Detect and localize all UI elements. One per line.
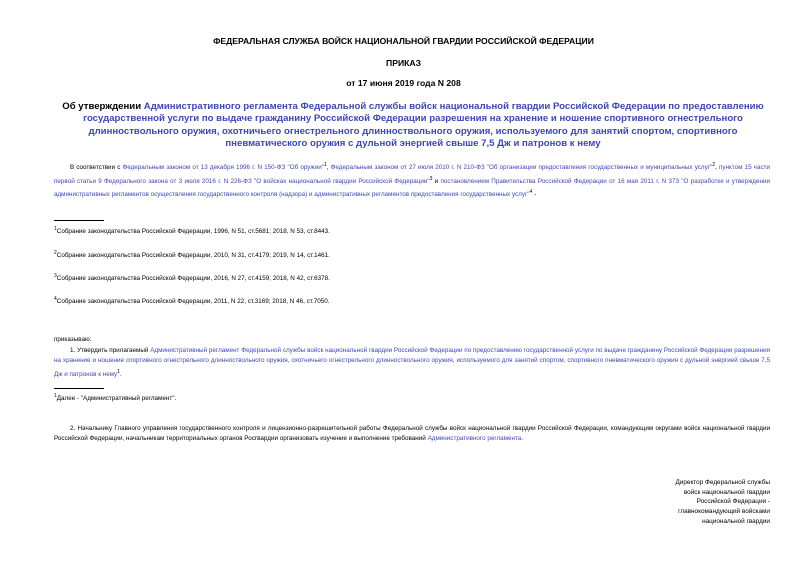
order-item-1: 1. Утвердить прилагаемый Административный регламент Федеральной службы войск национальной гвардии Российской Федерации по предоставлению государственной услуги по выдаче гражданину Российской Федерации разрешения на хранение и ношение спортивного огнестрельного длинноствольного оружия, охотничьего огнестрельного длинноствольного оружия, используемого для занятий спортом, спортивного пневматического оружия с дульной энергией свыше 7,5 Дж и патронов к нему$^1$. bbox=[54, 347, 771, 378]
order-item-2: 2. Начальнику Главного управления государственного контроля и лицензионно-разрешительной работы Федеральной службы войск национальной гвардии Российской Федерации, командующим округами войск национальной гвардии Российской Федерации, начальникам территориальных органов Росгвардии организовать изучение и выполнение требований Административного регламента. bbox=[54, 425, 770, 443]
footnote-ref-3[interactable]: 3 bbox=[429, 175, 433, 182]
signature-line: Российской Федерации - bbox=[696, 498, 770, 506]
government-decree-373-link[interactable]: постановлением Правительства Российской Федерации от 16 мая 2011 г. N 373 "О разработке и утверждении административных регламентов осуществления государственного контроля (надзора) и административных регламентов предоставления государственных услуг" bbox=[54, 177, 770, 199]
document-type: ПРИКАЗ bbox=[386, 58, 421, 68]
signature-block bbox=[620, 478, 770, 527]
footnote: $^2$Собрание законодательства Российской Федерации, 2010, N 31, ст.4179; 2019, N 14, ст.1461. bbox=[54, 250, 330, 260]
footnote: $^1$Собрание законодательства Российской Федерации, 1996, N 51, ст.5681; 2018, N 53, ст.8443. bbox=[54, 226, 330, 236]
footnote-separator bbox=[54, 220, 104, 221]
document-date-number: от 17 июня 2019 года N 208 bbox=[346, 78, 461, 88]
agency-name: ФЕДЕРАЛЬНАЯ СЛУЖБА ВОЙСК НАЦИОНАЛЬНОЙ ГВАРДИИ РОССИЙСКОЙ ФЕДЕРАЦИИ bbox=[213, 36, 594, 46]
law-226-fz-link[interactable]: пунктом 15 части первой статьи 9 Федерального закона от 3 июля 2016 г. N 226-ФЗ "О войсках национальной гвардии Российской Федерации" bbox=[54, 164, 771, 185]
order-word: приказываю: bbox=[54, 336, 92, 343]
footnote: $^4$Собрание законодательства Российской Федерации, 2011, N 22, ст.3169; 2018, N 46, ст.7050. bbox=[54, 296, 330, 306]
title-prefix: Об утверждении bbox=[62, 101, 144, 112]
footnote-ref-1[interactable]: 1 bbox=[323, 162, 327, 168]
signature-line: Директор Федеральной службы bbox=[675, 479, 770, 486]
document-title bbox=[52, 101, 774, 151]
signature-line: войск национальной гвардии bbox=[683, 488, 770, 496]
preamble-paragraph: В соответствии с Федеральным законом от 13 декабря 1996 г. N 150-ФЗ "Об оружии"$^1$, Федеральным законом от 27 июля 2010 г. N 210-ФЗ "Об организации предоставления государственных и муниципальных услуг"$^2$, пунктом 15 части первой статьи 9 Федерального закона от 3 июля 2016 г. N 226-ФЗ "О войсках национальной гвардии Российской Федерации"$^3$ и постановлением Правительства Российской Федерации от 16 мая 2011 г. N 373 "О разработке и утверждении административных регламентов осуществления государственного контроля (надзора) и административных регламентов предоставления государственных услуг"$^4$ - bbox=[54, 162, 771, 199]
regulation-link[interactable]: Административный регламент Федеральной службы войск национальной гвардии Российской Федерации по предоставлению государственной услуги по выдаче гражданину Российской Федерации разрешения на хранение и ношение спортивного огнестрельного длинноствольного оружия, охотничьего огнестрельного длинноствольного оружия, используемого для занятий спортом, спортивного пневматического оружия с дульной энергией свыше 7,5 Дж и патронов к нему bbox=[54, 347, 771, 378]
footnote: $^1$Далее - "Административный регламент". bbox=[54, 393, 177, 403]
regulation-short-link[interactable]: Административного регламента bbox=[427, 435, 522, 443]
footnote-ref-5[interactable]: 1 bbox=[117, 368, 121, 375]
footnote-ref-2[interactable]: 2 bbox=[712, 162, 716, 168]
footnote-ref-4[interactable]: 4 bbox=[529, 189, 533, 195]
law-210-fz-link[interactable]: Федеральным законом от 27 июля 2010 г. N 210-ФЗ "Об организации предоставления государственных и муниципальных услуг" bbox=[330, 164, 713, 172]
signature-line: национальной гвардии bbox=[702, 517, 770, 525]
footnote: $^3$Собрание законодательства Российской Федерации, 2016, N 27, ст.4159; 2018, N 42, ст.6378. bbox=[54, 273, 330, 283]
law-150-fz-link[interactable]: Федеральным законом от 13 декабря 1996 г. N 150-ФЗ "Об оружии" bbox=[122, 164, 324, 172]
signature-line: главнокомандующий войсками bbox=[678, 508, 770, 516]
footnote-separator bbox=[54, 388, 104, 389]
title-regulation-link[interactable]: Административного регламента Федеральной службы войск национальной гвардии Российской Федерации по предоставлению государственной услуги по выдаче гражданину Российской Федерации разрешения на хранение и ношение спортивного огнестрельного длинноствольного оружия, охотничьего огнестрельного длинноствольного оружия, используемого для занятий спортом, спортивного пневматического оружия с дульной энергией свыше 7,5 Дж и патронов к нему bbox=[83, 101, 764, 150]
